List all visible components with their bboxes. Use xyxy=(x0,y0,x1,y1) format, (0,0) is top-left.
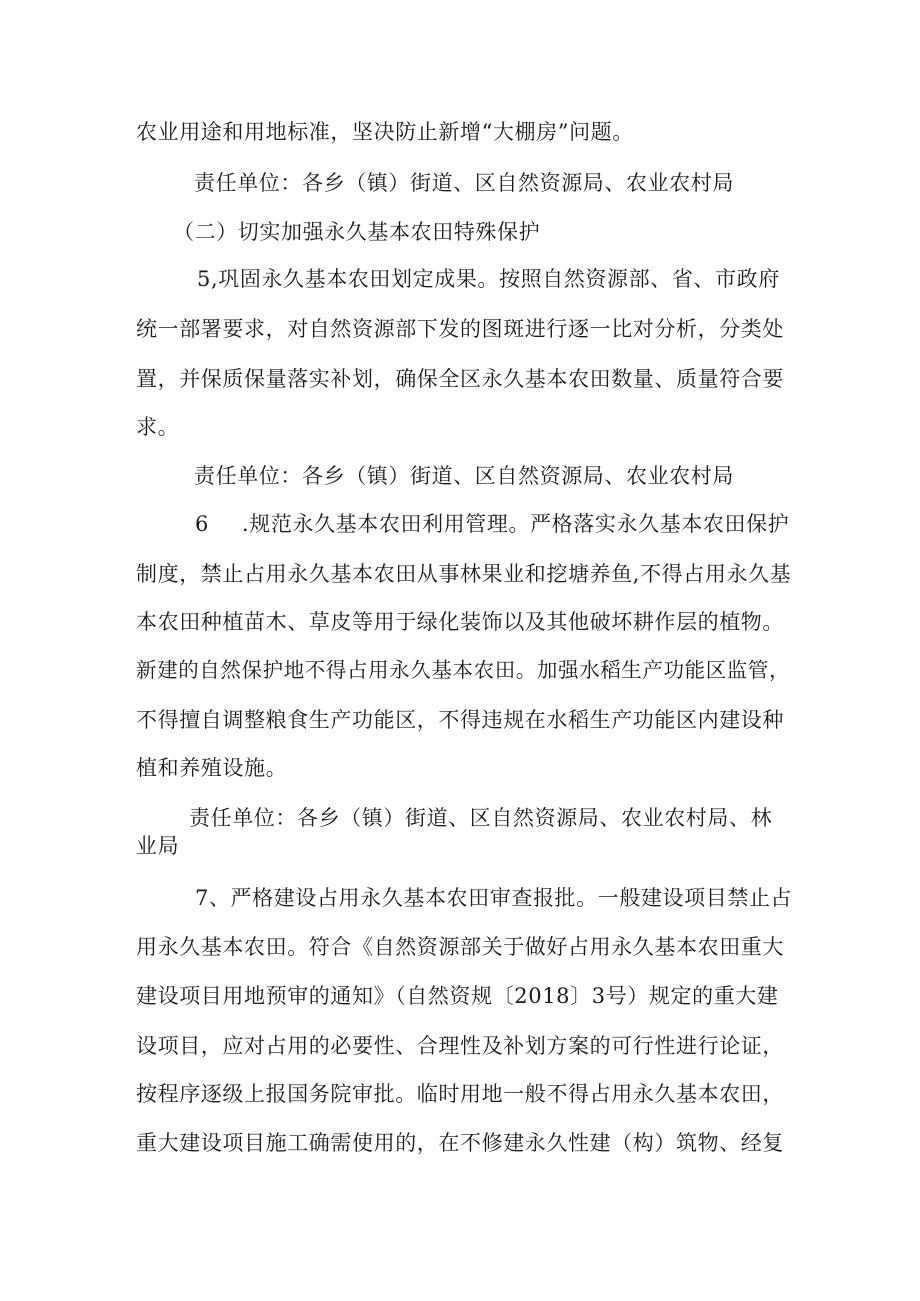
paragraph-line: 置，并保质保量落实补划，确保全区永久基本农田数量、质量符合要 xyxy=(136,367,784,391)
responsible-unit-line: 责任单位：各乡（镇）街道、区自然资源局、农业农村局 xyxy=(194,464,734,488)
paragraph-line: 7、严格建设占用永久基本农田审查报批。一般建设项目禁止占 xyxy=(195,886,793,910)
paragraph-line: 建设项目用地预审的通知》（自然资规〔2018〕3号）规定的重大建 xyxy=(136,984,779,1008)
paragraph-line: .规范永久基本农田利用管理。严格落实永久基本农田保护 xyxy=(242,512,790,536)
paragraph-line: 本农田种植苗木、草皮等用于绿化装饰以及其他破坏耕作层的植物。 xyxy=(136,610,784,634)
paragraph-line: 重大建设项目施工确需使用的，在不修建永久性建（构）筑物、经复 xyxy=(136,1131,784,1155)
responsible-unit-line: 责任单位：各乡（镇）街道、区自然资源局、农业农村局 xyxy=(194,171,734,195)
paragraph-line: 新建的自然保护地不得占用永久基本农田。加强水稻生产功能区监管， xyxy=(136,658,791,682)
paragraph-line: 植和养殖设施。 xyxy=(136,756,288,780)
paragraph-line: 用永久基本农田。符合《自然资源部关于做好占用永久基本农田重大 xyxy=(136,935,784,959)
paragraph-line: 制度，禁止占用永久基本农田从事林果业和挖塘养鱼,不得占用永久基 xyxy=(136,562,792,586)
responsible-unit-line: 责任单位：各乡（镇）街道、区自然资源局、农业农村局、林 xyxy=(189,806,773,830)
paragraph-line: 不得擅自调整粮食生产功能区，不得违规在水稻生产功能区内建设种 xyxy=(136,708,784,732)
paragraph-line: 农业用途和用地标准，坚决防止新增“大棚房”问题。 xyxy=(136,120,634,144)
paragraph-line: 统一部署要求，对自然资源部下发的图斑进行逐一比对分析，分类处 xyxy=(136,317,784,341)
paragraph-line: 设项目，应对占用的必要性、合理性及补划方案的可行性进行论证， xyxy=(136,1034,784,1058)
paragraph-line: 求。 xyxy=(136,415,180,439)
section-heading: （二）切实加强永久基本农田特殊保护 xyxy=(173,220,541,244)
responsible-unit-line: 业局 xyxy=(136,834,180,858)
paragraph-line: 5,巩固永久基本农田划定成果。按照自然资源部、省、市政府 xyxy=(197,267,780,291)
item-number: 6 xyxy=(195,512,209,536)
paragraph-line: 按程序逐级上报国务院审批。临时用地一般不得占用永久基本农田， xyxy=(136,1082,784,1106)
